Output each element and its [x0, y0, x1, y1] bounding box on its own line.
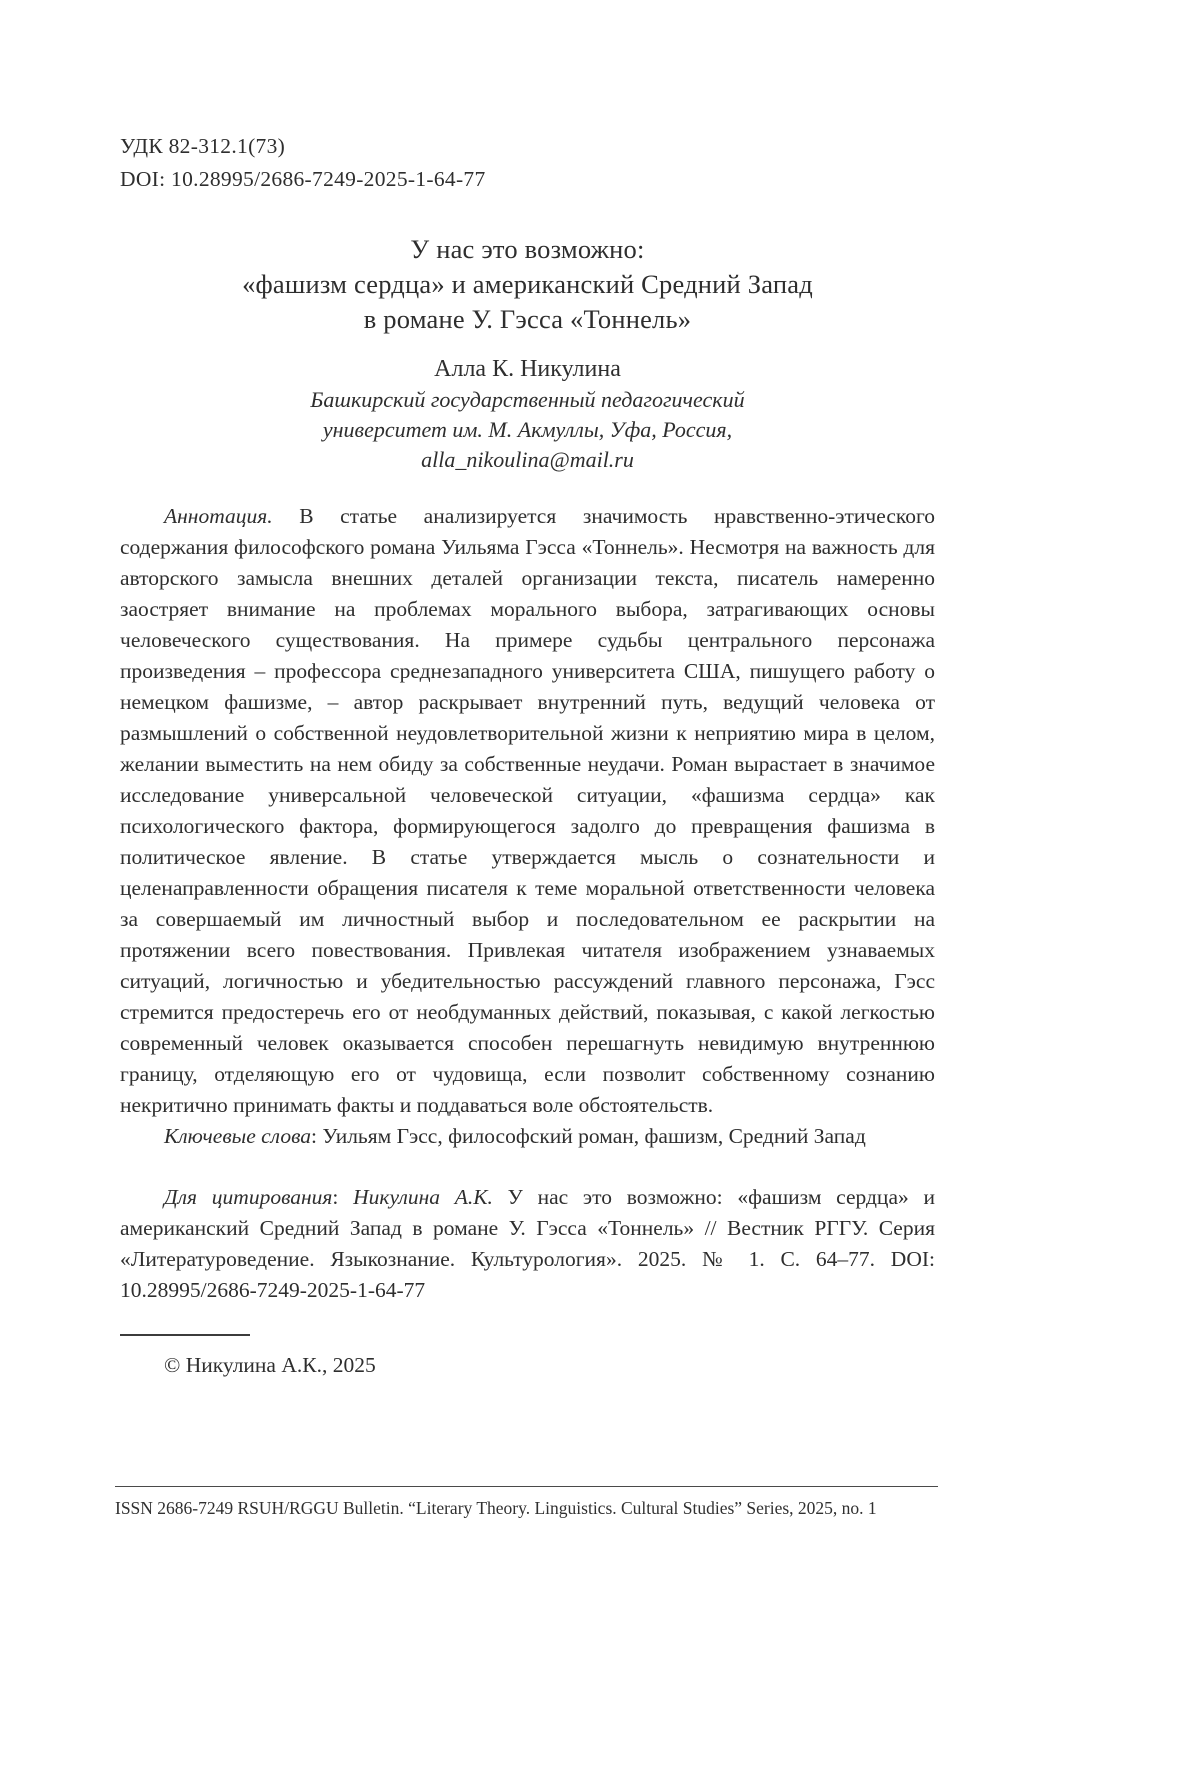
affiliation-line-1: Башкирский государственный педагогический — [310, 387, 745, 412]
author-email: alla_nikoulina@mail.ru — [421, 447, 634, 472]
abstract-paragraph — [120, 501, 935, 1121]
keywords-text: : Уильям Гэсс, философский роман, фашизм, Средний Запад — [311, 1124, 866, 1148]
article-title-line-1: У нас это возможно: — [410, 234, 645, 264]
affiliation-line-2: университет им. М. Акмуллы, Уфа, Россия, — [322, 417, 733, 442]
keywords-paragraph — [120, 1121, 935, 1152]
udc-line: УДК 82-312.1(73) — [120, 134, 286, 158]
doi-line: DOI: 10.28995/2686-7249-2025-1-64-77 — [120, 167, 486, 191]
citation-separator: : — [332, 1185, 354, 1209]
abstract-label: Аннотация. — [164, 504, 273, 528]
citation-label: Для цитирования — [164, 1185, 333, 1209]
author-affiliation — [120, 385, 935, 475]
copyright-line: © Никулина А.К., 2025 — [164, 1353, 376, 1377]
citation-paragraph — [120, 1182, 935, 1306]
citation-author: Никулина А.К. — [353, 1185, 493, 1209]
article-title-line-2: «фашизм сердца» и американский Средний Запад — [242, 269, 813, 299]
journal-footer: ISSN 2686-7249 RSUH/RGGU Bulletin. “Literary Theory. Linguistics. Cultural Studies” Series, 2025, no. 1 — [115, 1486, 938, 1520]
keywords-label: Ключевые слова — [164, 1124, 312, 1148]
citation-text: У нас это возможно: «фашизм сердца» и американский Средний Запад в романе У. Гэсса «Тоннель» // Вестник РГГУ. Серия «Литературоведение. Языкознание. Культурология». 2025. № 1. С. 64–77. DOI: 10.28995/2686-7249-2025-1-64-77 — [120, 1185, 935, 1302]
copyright-divider — [120, 1334, 250, 1336]
author-name: Алла К. Никулина — [434, 356, 621, 382]
abstract-text: В статье анализируется значимость нравственно-этического содержания философского романа Уильяма Гэсса «Тоннель». Несмотря на важность для авторского замысла внешних деталей организации текста, писатель намеренно заостряет внимание на проблемах морального выбора, затрагивающих основы человеческого существования. На примере судьбы центрального персонажа произведения – профессора среднезападного университета США, пишущего работу о немецком фашизме, – автор раскрывает внутренний путь, ведущий человека от размышлений о собственной неудовлетворительной жизни к неприятию мира в целом, желании выместить на нем обиду за собственные неудачи. Роман вырастает в значимое исследование универсальной человеческой ситуации, «фашизма сердца» как психологического фактора, формирующегося задолго до превращения фашизма в политическое явление. В статье утверждается мысль о сознательности и целенаправленности обращения писателя к теме моральной ответственности человека за совершаемый им личностный выбор и последовательном ее раскрытии на протяжении всего повествования. Привлекая читателя изображением узнаваемых ситуаций, логичностью и убедительностью рассуждений главного персонажа, Гэсс стремится предостеречь его от необдуманных действий, показывая, с какой легкостью современный человек оказывается способен перешагнуть невидимую внутреннюю границу, отделяющую его от чудовища, если позволит собственному сознанию некритично принимать факты и поддаваться воле обстоятельств. — [120, 504, 935, 1117]
article-title-line-3: в романе У. Гэсса «Тоннель» — [363, 304, 692, 334]
article-title — [120, 232, 935, 337]
